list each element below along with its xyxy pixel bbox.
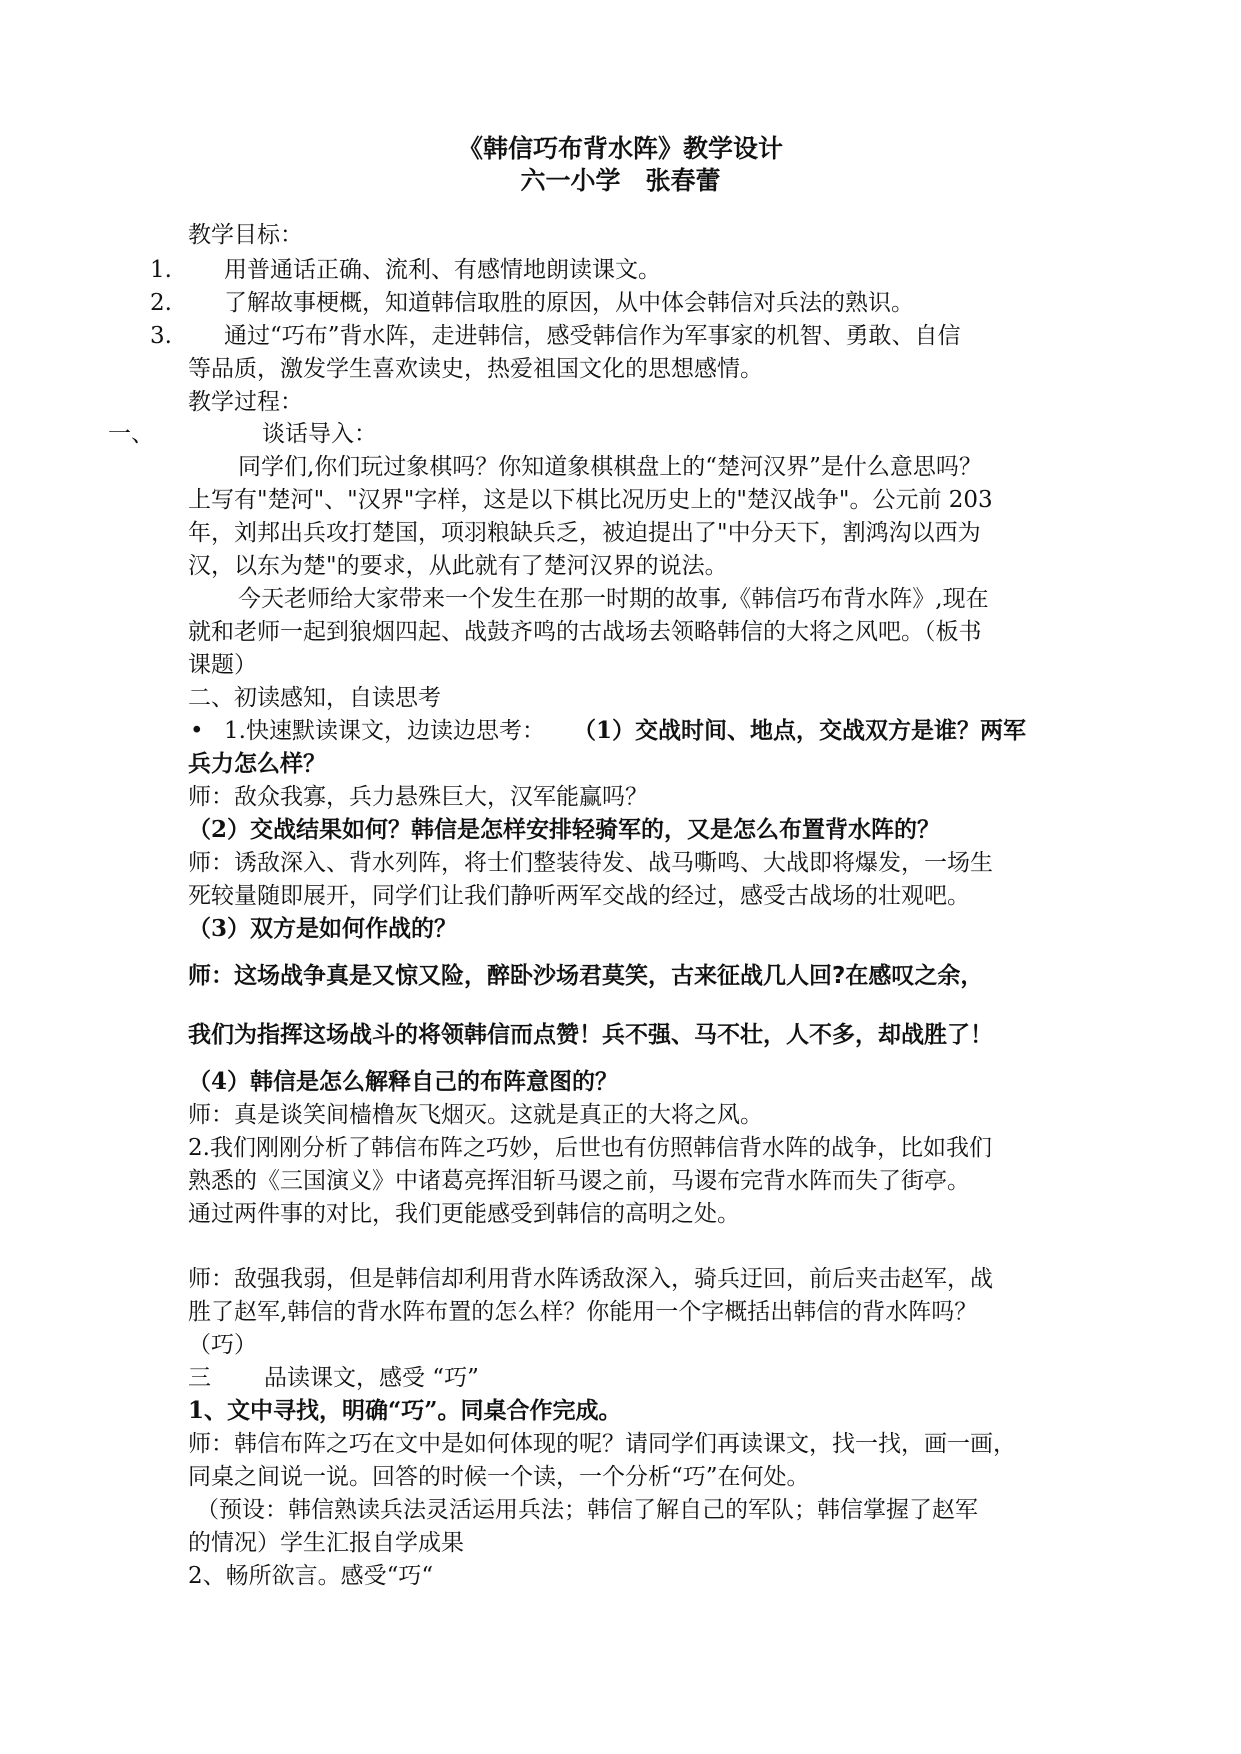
subsection-heading: 2、畅所欲言。感受“巧“	[188, 1563, 434, 1589]
paragraph-line: 今天老师给大家带来一个发生在那一时期的故事,《韩信巧布背水阵》,现在	[238, 586, 989, 612]
goals-heading: 教学目标：	[188, 222, 303, 248]
section-number: 一、	[108, 421, 154, 447]
teacher-line: 师：诱敌深入、背水列阵，将士们整装待发、战马嘶鸣、大战即将爆发，一场生	[188, 850, 993, 876]
paragraph-line: 汉，以东为楚"的要求，从此就有了楚河汉界的说法。	[188, 553, 728, 579]
paragraph-line: 就和老师一起到狼烟四起、战鼓齐鸣的古战场去领略韩信的大将之风吧。（板书	[188, 619, 982, 645]
teacher-line: 师：这场战争真是又惊又险，醉卧沙场君莫笑，古来征战几人回?在感叹之余，	[188, 963, 984, 989]
teacher-line: （巧）	[188, 1332, 257, 1358]
teacher-line: 师：敌强我弱，但是韩信却利用背水阵诱敌深入，骑兵迂回，前后夹击赵军，战	[188, 1266, 993, 1292]
question-text-continued: 兵力怎么样？	[188, 750, 326, 777]
goal-text: 了解故事梗概，知道韩信取胜的原因，从中体会韩信对兵法的熟识。	[224, 290, 914, 316]
paragraph-line: 同学们,你们玩过象棋吗？你知道象棋棋盘上的“楚河汉界”是什么意思吗？	[238, 454, 982, 480]
section-title: 品读课文，感受 “巧”	[264, 1365, 479, 1391]
paragraph-line: 通过两件事的对比，我们更能感受到韩信的高明之处。	[188, 1201, 740, 1227]
paragraph-line: 课题）	[188, 652, 257, 678]
paragraph-line: 2.我们刚刚分析了韩信布阵之巧妙，后世也有仿照韩信背水阵的战争，比如我们	[188, 1135, 992, 1161]
question-text: （1）交战时间、地点，交战双方是谁？两军	[573, 717, 1027, 744]
teacher-line: 我们为指挥这场战斗的将领韩信而点赞！兵不强、马不壮，人不多，却战胜了！	[188, 1022, 993, 1048]
document-title: 《韩信巧布背水阵》教学设计	[457, 134, 783, 163]
document-author: 六一小学 张春蕾	[520, 166, 721, 195]
goal-text: 用普通话正确、流利、有感情地朗读课文。	[224, 257, 661, 283]
teacher-line: 胜了赵军,韩信的背水阵布置的怎么样？你能用一个字概括出韩信的背水阵吗？	[188, 1299, 978, 1325]
teacher-line: 师：韩信布阵之巧在文中是如何体现的呢？请同学们再读课文，找一找，画一画，	[188, 1431, 1016, 1457]
paragraph-line: 的情况）学生汇报自学成果	[188, 1530, 464, 1556]
bullet-dot: •	[190, 718, 204, 744]
goal-text-continued: 等品质，激发学生喜欢读史，热爱祖国文化的思想感情。	[188, 356, 763, 382]
paragraph-line: 上写有"楚河"、"汉界"字样，这是以下棋比况历史上的"楚汉战争"。公元前 203	[188, 487, 993, 513]
teacher-line: 师：敌众我寡，兵力悬殊巨大，汉军能赢吗？	[188, 784, 648, 810]
paragraph-line: （预设：韩信熟读兵法灵活运用兵法；韩信了解自己的军队；韩信掌握了赵军	[196, 1497, 978, 1523]
section-heading: 二、初读感知，自读思考	[188, 685, 441, 711]
goal-number: 3.	[150, 323, 172, 349]
goal-number: 2.	[150, 290, 172, 316]
teacher-line: 同桌之间说一说。回答的时候一个读，一个分析“巧”在何处。	[188, 1464, 810, 1490]
subsection-heading: 1、文中寻找，明确“巧”。同桌合作完成。	[188, 1397, 622, 1424]
section-title: 谈话导入：	[262, 421, 377, 447]
section-number: 三	[188, 1365, 211, 1391]
question-lead: 1.快速默读课文，边读边思考：	[224, 718, 545, 744]
teacher-line: 死较量随即展开，同学们让我们静听两军交战的经过，感受古战场的壮观吧。	[188, 883, 970, 909]
teacher-line: 师：真是谈笑间樯橹灰飞烟灭。这就是真正的大将之风。	[188, 1102, 763, 1128]
goal-number: 1.	[150, 257, 172, 283]
question-text: （4）韩信是怎么解释自己的布阵意图的？	[188, 1068, 619, 1095]
question-text: （2）交战结果如何？韩信是怎样安排轻骑军的，又是怎么布置背水阵的？	[188, 816, 941, 843]
process-heading: 教学过程：	[188, 389, 303, 415]
question-text: （3）双方是如何作战的？	[188, 915, 458, 942]
goal-text: 通过“巧布”背水阵，走进韩信，感受韩信作为军事家的机智、勇敢、自信	[224, 323, 961, 349]
paragraph-line: 熟悉的《三国演义》中诸葛亮挥泪斩马谡之前，马谡布完背水阵而失了街亭。	[188, 1168, 970, 1194]
paragraph-line: 年，刘邦出兵攻打楚国，项羽粮缺兵乏，被迫提出了"中分天下，割鸿沟以西为	[188, 520, 981, 546]
